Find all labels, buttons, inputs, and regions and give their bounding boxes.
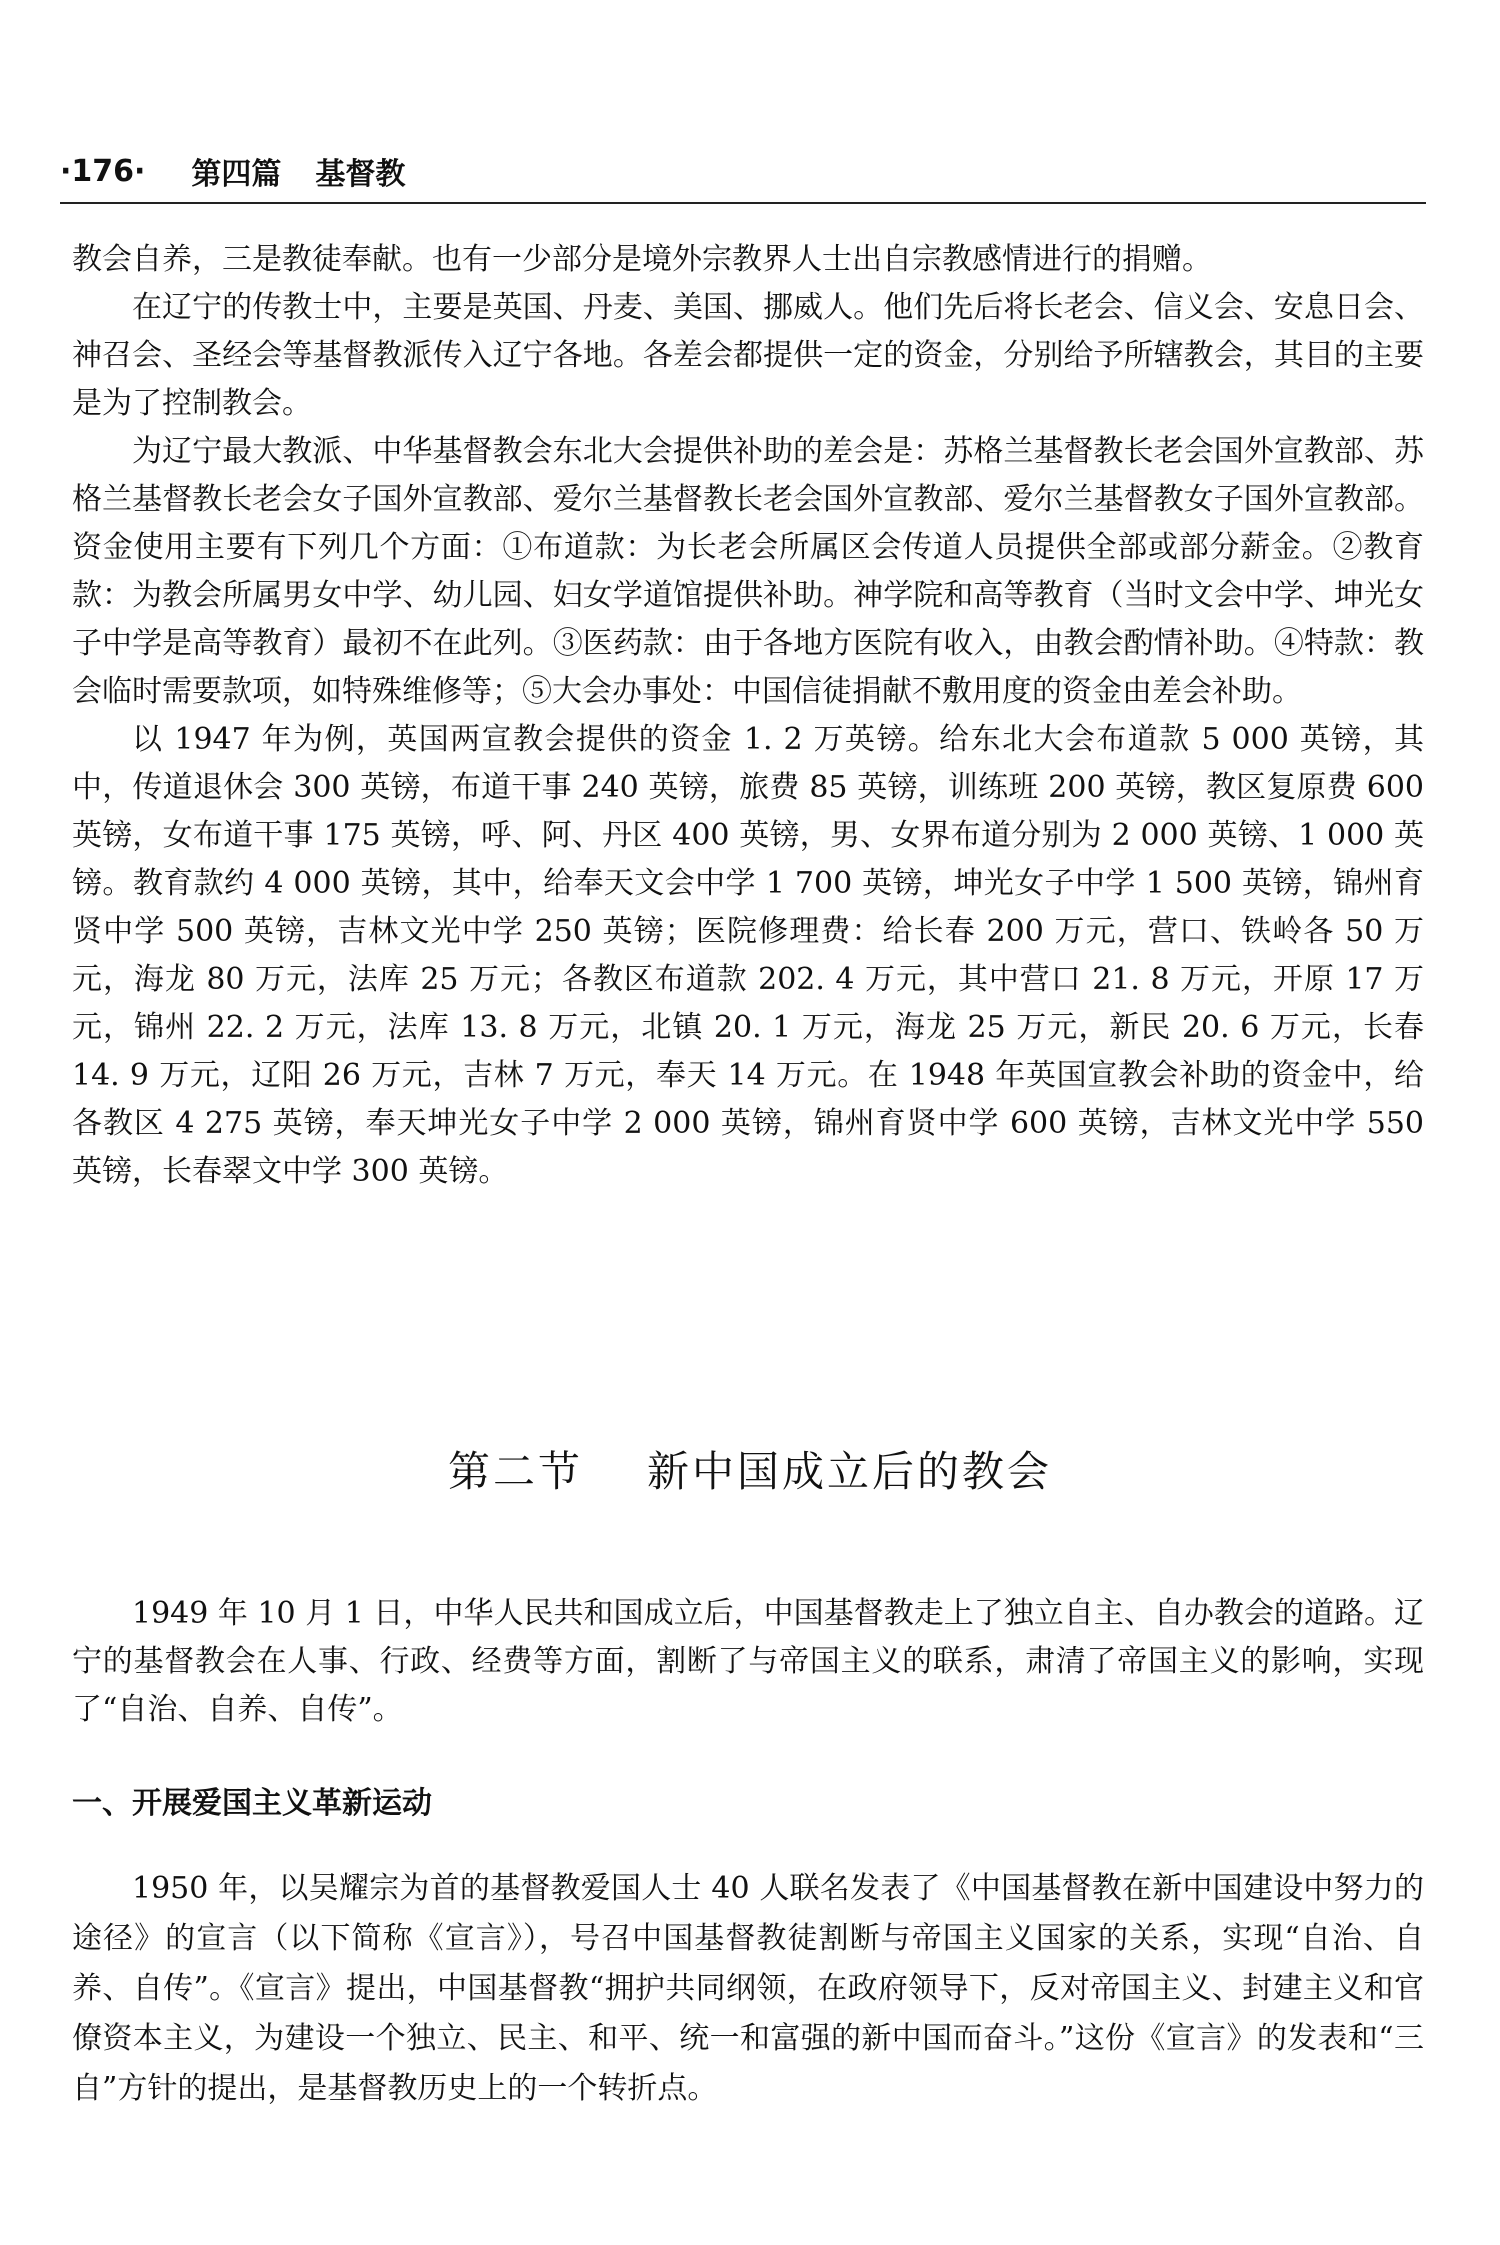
page-number: ·176· (60, 153, 146, 189)
paragraph: 教会自养，三是教徒奉献。也有一少部分是境外宗教界人士出自宗教感情进行的捐赠。 (72, 242, 1212, 277)
paragraph: 1949 年 10 月 1 日，中华人民共和国成立后，中国基督教走上了独立自主、自办教会的道路。辽宁的基督教会在人事、行政、经费等方面，割断了与帝国主义的联系，肃清了帝国主义的影响，实现了“自治、自养、自传”。 (72, 1596, 1424, 1727)
paragraph: 以 1947 年为例，英国两宣教会提供的资金 1. 2 万英镑。给东北大会布道款 5 000 英镑，其中，传道退休会 300 英镑，布道干事 240 英镑，旅费 85 英镑，训练班 200 英镑，教区复原费 600 英镑，女布道干事 175 英镑，呼、阿、丹区 400 英镑，男、女界布道分别为 2 000 英镑、1 000 英镑。教育款约 4 000 英镑，其中，给奉天文会中学 1 700 英镑，坤光女子中学 1 500 英镑，锦州育贤中学 500 英镑，吉林文光中学 250 英镑；医院修理费：给长春 200 万元，营口、铁岭各 50 万元，海龙 80 万元，法库 25 万元；各教区布道款 202. 4 万元，其中营口 21. 8 万元，开原 17 万元，锦州 22. 2 万元，法库 13. 8 万元，北镇 20. 1 万元，海龙 25 万元，新民 20. 6 万元，长春 14. 9 万元，辽阳 26 万元，吉林 7 万元，奉天 14 万元。在 1948 年英国宣教会补助的资金中，给各教区 4 275 英镑，奉天坤光女子中学 2 000 英镑，锦州育贤中学 600 英镑，吉林文光中学 550 英镑，长春翠文中学 300 英镑。 (72, 722, 1424, 1189)
running-header (60, 150, 1425, 192)
chapter-title: 基督教 (315, 157, 406, 192)
body-text-top (72, 236, 1424, 1196)
paragraph: 1950 年，以吴耀宗为首的基督教爱国人士 40 人联名发表了《中国基督教在新中国建设中努力的途径》的宣言（以下简称《宣言》），号召中国基督教徒割断与帝国主义国家的关系，实现“自治、自养、自传”。《宣言》提出，中国基督教“拥护共同纲领，在政府领导下，反对帝国主义、封建主义和官僚资本主义，为建设一个独立、民主、和平、统一和富强的新中国而奋斗。”这份《宣言》的发表和“三自”方针的提出，是基督教历史上的一个转折点。 (72, 1871, 1424, 2106)
header-rule (60, 202, 1426, 204)
paragraph: 在辽宁的传教士中，主要是英国、丹麦、美国、挪威人。他们先后将长老会、信义会、安息日会、神召会、圣经会等基督教派传入辽宁各地。各差会都提供一定的资金，分别给予所辖教会，其目的主要是为了控制教会。 (72, 290, 1424, 421)
body-text-section-intro (72, 1590, 1424, 1734)
section-title: 新中国成立后的教会 (647, 1447, 1053, 1496)
subheading: 一、开展爱国主义革新运动 (72, 1786, 432, 1821)
section-label: 第二节 (447, 1447, 583, 1496)
part-label: 第四篇 (191, 157, 282, 192)
paragraph: 为辽宁最大教派、中华基督教会东北大会提供补助的差会是：苏格兰基督教长老会国外宣教部、苏格兰基督教长老会女子国外宣教部、爱尔兰基督教长老会国外宣教部、爱尔兰基督教女子国外宣教部。资金使用主要有下列几个方面：①布道款：为长老会所属区会传道人员提供全部或部分薪金。②教育款：为教会所属男女中学、幼儿园、妇女学道馆提供补助。神学院和高等教育（当时文会中学、坤光女子中学是高等教育）最初不在此列。③医药款：由于各地方医院有收入，由教会酌情补助。④特款：教会临时需要款项，如特殊维修等；⑤大会办事处：中国信徒捐献不敷用度的资金由差会补助。 (72, 434, 1424, 709)
body-text-bottom (72, 1864, 1424, 2114)
section-heading (0, 1442, 1500, 1502)
